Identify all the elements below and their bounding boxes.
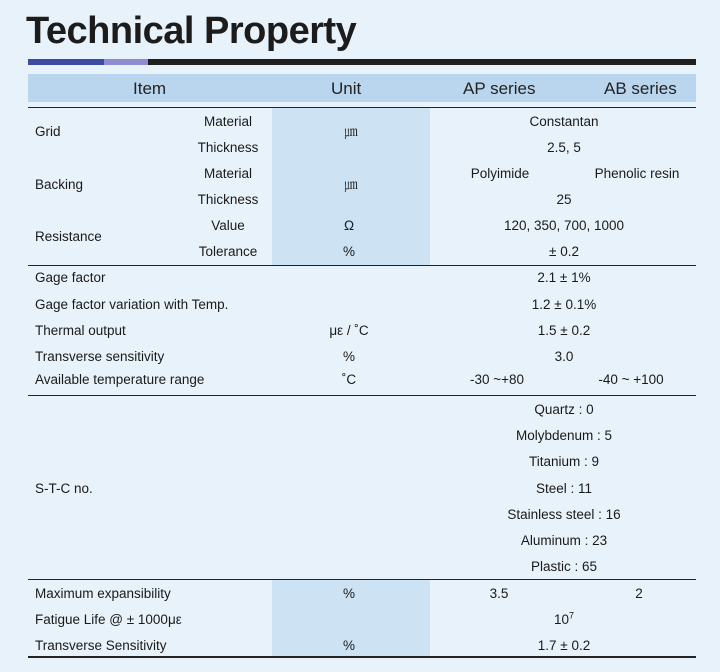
row-divider xyxy=(28,107,696,108)
gage-variation-value: 1.2 ± 0.1% xyxy=(531,297,597,312)
thermal-output-value: 1.5 ± 0.2 xyxy=(537,323,591,338)
gage-factor-label: Gage factor xyxy=(35,270,106,285)
header-item: Item xyxy=(133,79,167,98)
temp-range-unit: ˚C xyxy=(341,372,357,387)
backing-material-ab: Phenolic resin xyxy=(594,166,680,181)
grid-material-label: Material xyxy=(203,114,253,129)
resistance-value-unit: Ω xyxy=(343,218,355,233)
stc-value: Aluminum : 23 xyxy=(520,533,608,548)
temp-range-ap: -30 ~+80 xyxy=(469,372,525,387)
row-divider xyxy=(28,395,696,396)
resistance-tolerance-label: Tolerance xyxy=(198,244,258,259)
backing-thickness-label: Thickness xyxy=(197,192,259,207)
resistance-value: 120, 350, 700, 1000 xyxy=(503,218,625,233)
grid-thickness-value: 2.5, 5 xyxy=(547,140,581,155)
transverse-label: Transverse sensitivity xyxy=(35,349,165,364)
stc-value: Steel : 11 xyxy=(535,481,593,496)
row-divider xyxy=(28,579,696,580)
page-title: Technical Property xyxy=(26,10,357,52)
grid-thickness-label: Thickness xyxy=(197,140,259,155)
transverse-value: 3.0 xyxy=(554,349,574,364)
fatigue-life-value xyxy=(554,612,574,628)
temp-range-ab: -40 ~ +100 xyxy=(598,372,664,387)
backing-thickness-value: 25 xyxy=(556,192,572,207)
grid-material-value: Constantan xyxy=(529,114,599,129)
transverse-unit: % xyxy=(342,349,356,364)
backing-unit: ㎛ xyxy=(344,177,358,192)
stc-value: Plastic : 65 xyxy=(530,559,598,574)
header-ap-series: AP series xyxy=(463,79,536,98)
backing-material-ap: Polyimide xyxy=(470,166,530,181)
fatigue-life-label: Fatigue Life @ ± 1000με xyxy=(35,612,182,627)
backing-label: Backing xyxy=(35,177,84,192)
thermal-output-unit: με / ˚C xyxy=(329,323,369,338)
gage-variation-label: Gage factor variation with Temp. xyxy=(35,297,229,312)
row-divider xyxy=(28,265,696,266)
gage-factor-value: 2.1 ± 1% xyxy=(537,270,591,285)
max-expansibility-label: Maximum expansibility xyxy=(35,586,171,601)
resistance-label: Resistance xyxy=(35,229,102,244)
stc-value: Molybdenum : 5 xyxy=(515,428,613,443)
thermal-output-label: Thermal output xyxy=(35,323,126,338)
fatigue-life-base: 10 xyxy=(553,612,570,627)
transverse-sensitivity-unit: % xyxy=(342,638,356,653)
stc-value: Stainless steel : 16 xyxy=(507,507,621,522)
transverse-sensitivity-label: Transverse Sensitivity xyxy=(35,638,167,653)
grid-label: Grid xyxy=(35,124,61,139)
grid-unit: ㎛ xyxy=(344,124,358,139)
resistance-tolerance: ± 0.2 xyxy=(549,244,579,259)
header-ab-series: AB series xyxy=(604,79,677,98)
max-expansibility-ab: 2 xyxy=(635,586,643,601)
stc-label: S-T-C no. xyxy=(35,481,93,496)
resistance-tolerance-unit: % xyxy=(342,244,356,259)
backing-material-label: Material xyxy=(203,166,253,181)
header-unit: Unit xyxy=(331,79,362,98)
max-expansibility-ap: 3.5 xyxy=(489,586,509,601)
table-header xyxy=(28,74,696,102)
stc-value: Titanium : 9 xyxy=(528,454,600,469)
title-accent-blue xyxy=(28,59,104,65)
max-expansibility-unit: % xyxy=(342,586,356,601)
stc-value: Quartz : 0 xyxy=(534,402,594,417)
fatigue-life-exponent: 7 xyxy=(569,610,575,621)
resistance-value-label: Value xyxy=(211,218,245,233)
title-accent-violet xyxy=(104,59,148,65)
temp-range-label: Available temperature range xyxy=(35,372,205,387)
table-bottom-line xyxy=(28,656,696,658)
transverse-sensitivity-value: 1.7 ± 0.2 xyxy=(537,638,591,653)
